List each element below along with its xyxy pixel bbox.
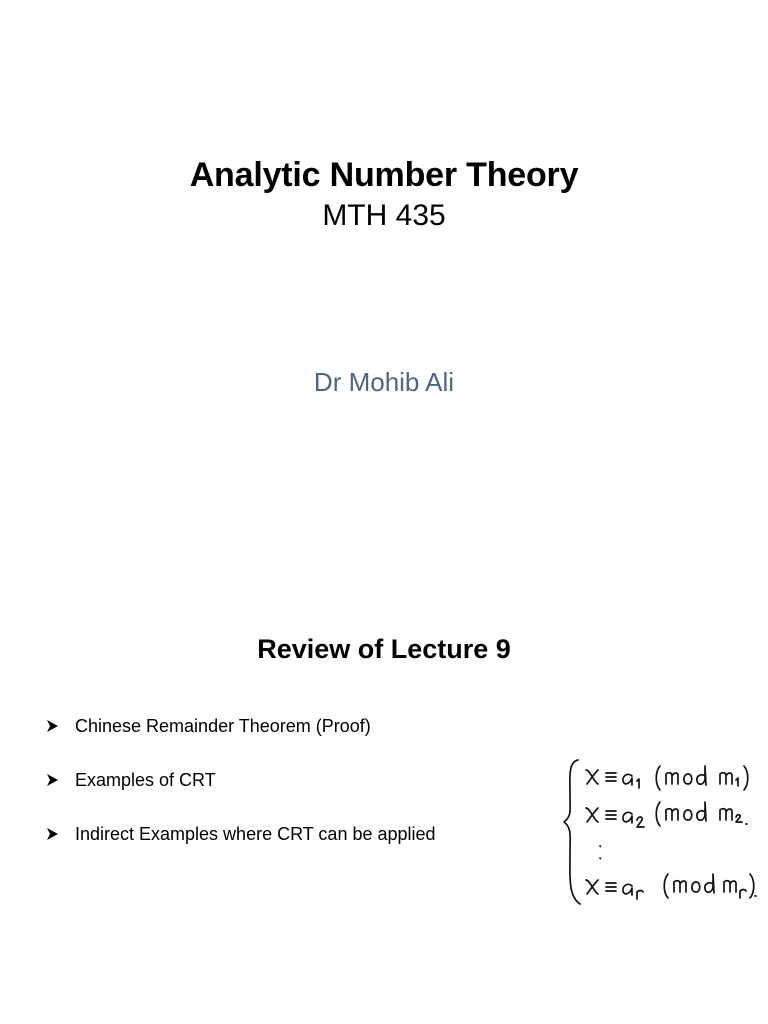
arrowhead-bullet-icon — [44, 822, 75, 846]
vertical-ellipsis — [600, 846, 601, 859]
bullet-item — [44, 714, 436, 738]
course-code: MTH 435 — [322, 199, 446, 232]
arrowhead-bullet-icon — [44, 768, 75, 792]
congruence-line-3 — [586, 874, 756, 899]
author-name: Dr Mohib Ali — [313, 367, 455, 397]
bullet-text: Chinese Remainder Theorem (Proof) — [75, 715, 371, 736]
slide-title: Analytic Number Theory — [189, 156, 579, 194]
arrowhead-bullet-icon — [44, 714, 75, 738]
brace-stroke — [564, 760, 580, 904]
bullet-text: Indirect Examples where CRT can be applied — [75, 823, 436, 844]
bullet-item — [44, 768, 436, 792]
handwritten-congruence-system — [560, 758, 760, 910]
congruence-line-1 — [586, 766, 748, 790]
congruence-line-2 — [586, 802, 747, 827]
bullet-text: Examples of CRT — [75, 769, 216, 790]
review-heading: Review of Lecture 9 — [257, 634, 511, 664]
bullet-list — [44, 714, 436, 876]
bullet-item — [44, 822, 436, 846]
